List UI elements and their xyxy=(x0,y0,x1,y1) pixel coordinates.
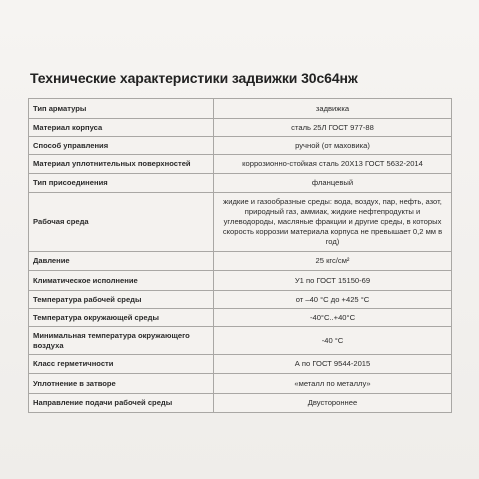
table-row xyxy=(29,291,452,309)
param-cell: Давление xyxy=(29,252,214,271)
param-cell: Материал уплотнительных поверхностей xyxy=(29,155,214,174)
value-cell: «металл по металлу» xyxy=(214,374,452,394)
param-cell: Минимальная температура окружающего воздуха xyxy=(29,327,214,355)
value-cell: А по ГОСТ 9544-2015 xyxy=(214,355,452,374)
value-cell: жидкие и газообразные среды: вода, воздух, пар, нефть, азот, природный газ, аммиак, жидкие нефтепродукты и углеводороды, масляные фракции и другие среды, в которых скорость коррозии материала корпуса не превышает 0,2 мм в год) xyxy=(214,193,452,252)
value-cell: коррозионно-стойкая сталь 20Х13 ГОСТ 5632-2014 xyxy=(214,155,452,174)
value-cell: ручной (от маховика) xyxy=(214,137,452,155)
value-cell: задвижка xyxy=(214,99,452,119)
value-cell: -40°С..+40°С xyxy=(214,309,452,327)
table-row xyxy=(29,174,452,193)
param-cell: Температура рабочей среды xyxy=(29,291,214,309)
table-row xyxy=(29,155,452,174)
param-cell: Класс герметичности xyxy=(29,355,214,374)
table-row xyxy=(29,394,452,413)
table-row xyxy=(29,137,452,155)
param-cell: Тип присоединения xyxy=(29,174,214,193)
table-row xyxy=(29,119,452,137)
param-cell: Уплотнение в затворе xyxy=(29,374,214,394)
table-row xyxy=(29,252,452,271)
table-row xyxy=(29,99,452,119)
value-cell: от –40 °С до +425 °С xyxy=(214,291,452,309)
table-row xyxy=(29,309,452,327)
specs-table xyxy=(28,98,452,413)
value-cell: 25 кгс/см² xyxy=(214,252,452,271)
param-cell: Направление подачи рабочей среды xyxy=(29,394,214,413)
table-row xyxy=(29,374,452,394)
value-cell: У1 по ГОСТ 15150-69 xyxy=(214,271,452,291)
page-title: Технические характеристики задвижки 30с64нж xyxy=(30,70,358,86)
table-row xyxy=(29,355,452,374)
table-row xyxy=(29,327,452,355)
param-cell: Способ управления xyxy=(29,137,214,155)
param-cell: Температура окружающей среды xyxy=(29,309,214,327)
value-cell: Двустороннее xyxy=(214,394,452,413)
table-row xyxy=(29,271,452,291)
table-row xyxy=(29,193,452,252)
value-cell: фланцевый xyxy=(214,174,452,193)
param-cell: Рабочая среда xyxy=(29,193,214,252)
value-cell: -40 °С xyxy=(214,327,452,355)
param-cell: Материал корпуса xyxy=(29,119,214,137)
value-cell: сталь 25Л ГОСТ 977-88 xyxy=(214,119,452,137)
param-cell: Климатическое исполнение xyxy=(29,271,214,291)
param-cell: Тип арматуры xyxy=(29,99,214,119)
